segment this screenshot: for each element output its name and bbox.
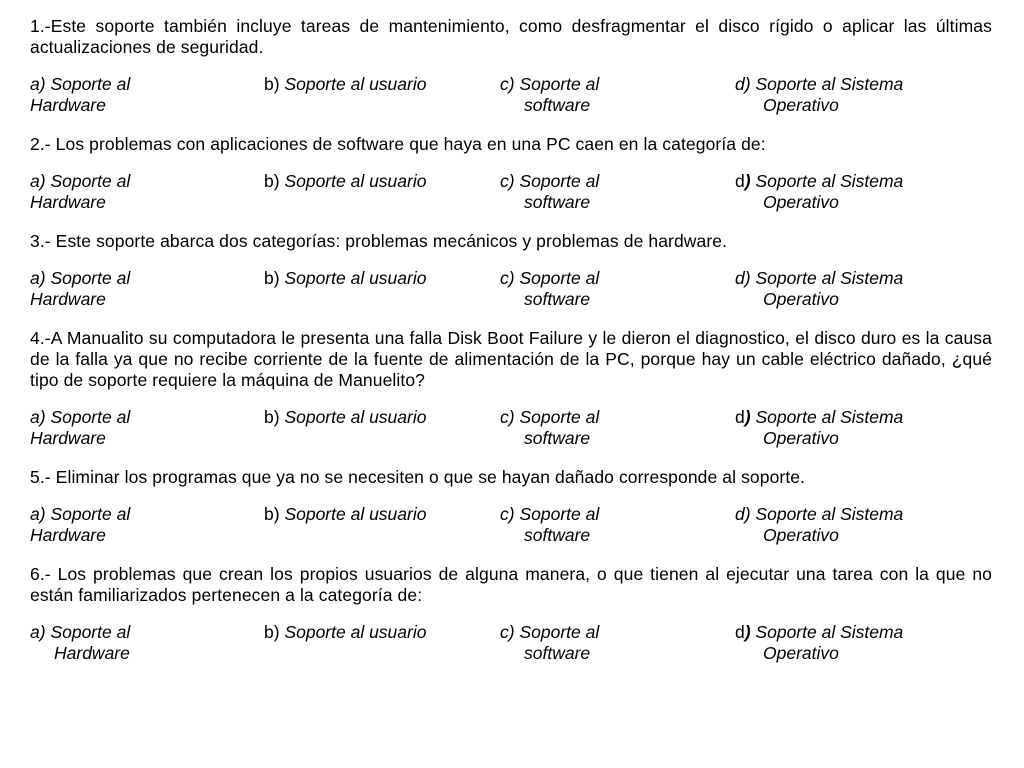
question-5-text: 5.- Eliminar los programas que ya no se necesiten o que se hayan dañado corresponde al soporte. [30,467,806,487]
q1-option-d: d) Soporte al Sistema Operativo [735,74,904,115]
q6-option-a: a) Soporte al Hardware [30,622,131,663]
question-3-options [30,268,992,312]
q4-option-a: a) Soporte al Hardware [30,407,131,448]
q2-option-b: b) Soporte al usuario [264,171,427,191]
q5-option-a: a) Soporte al Hardware [30,504,131,545]
q2-option-c: c) Soporte al software [500,171,600,212]
q2-option-a: a) Soporte al Hardware [30,171,131,212]
q5-option-c: c) Soporte al software [500,504,600,545]
q3-option-d: d) Soporte al Sistema Operativo [735,268,904,309]
question-3-text: 3.- Este soporte abarca dos categorías: problemas mecánicos y problemas de hardware. [30,231,728,251]
q1-option-c: c) Soporte al software [500,74,600,115]
question-1-options [30,74,992,118]
document-page [30,16,992,682]
q3-option-a: a) Soporte al Hardware [30,268,131,309]
q5-option-d: d) Soporte al Sistema Operativo [735,504,904,545]
question-2-options [30,171,992,215]
question-6-options [30,622,992,666]
q4-option-d: d) Soporte al Sistema Operativo [735,407,904,448]
q5-option-b: b) Soporte al usuario [264,504,427,524]
q1-option-b: b) Soporte al usuario [264,74,427,94]
question-5-options [30,504,992,548]
question-1-text: 1.-Este soporte también incluye tareas de mantenimiento, como desfragmentar el disco rígido o aplicar las últimas actualizaciones de seguridad. [30,16,992,57]
question-6-text: 6.- Los problemas que crean los propios usuarios de alguna manera, o que tienen al ejecutar una tarea con la que no están familiarizados pertenecen a la categoría de: [30,564,992,605]
q6-option-d: d) Soporte al Sistema Operativo [735,622,904,663]
q4-option-b: b) Soporte al usuario [264,407,427,427]
q6-option-b: b) Soporte al usuario [264,622,427,642]
question-4-text: 4.-A Manualito su computadora le presenta una falla Disk Boot Failure y le dieron el diagnostico, el disco duro es la causa de la falla ya que no recibe corriente de la fuente de alimentación de la PC, porque hay un cable eléctrico dañado, ¿qué tipo de soporte requiere la máquina de Manuelito? [30,328,992,390]
question-4-options [30,407,992,451]
q4-option-c: c) Soporte al software [500,407,600,448]
q1-option-a: a) Soporte al Hardware [30,74,131,115]
q3-option-b: b) Soporte al usuario [264,268,427,288]
q2-option-d: d) Soporte al Sistema Operativo [735,171,904,212]
question-2-text: 2.- Los problemas con aplicaciones de software que haya en una PC caen en la categoría de: [30,134,766,154]
q3-option-c: c) Soporte al software [500,268,600,309]
q6-option-c: c) Soporte al software [500,622,600,663]
